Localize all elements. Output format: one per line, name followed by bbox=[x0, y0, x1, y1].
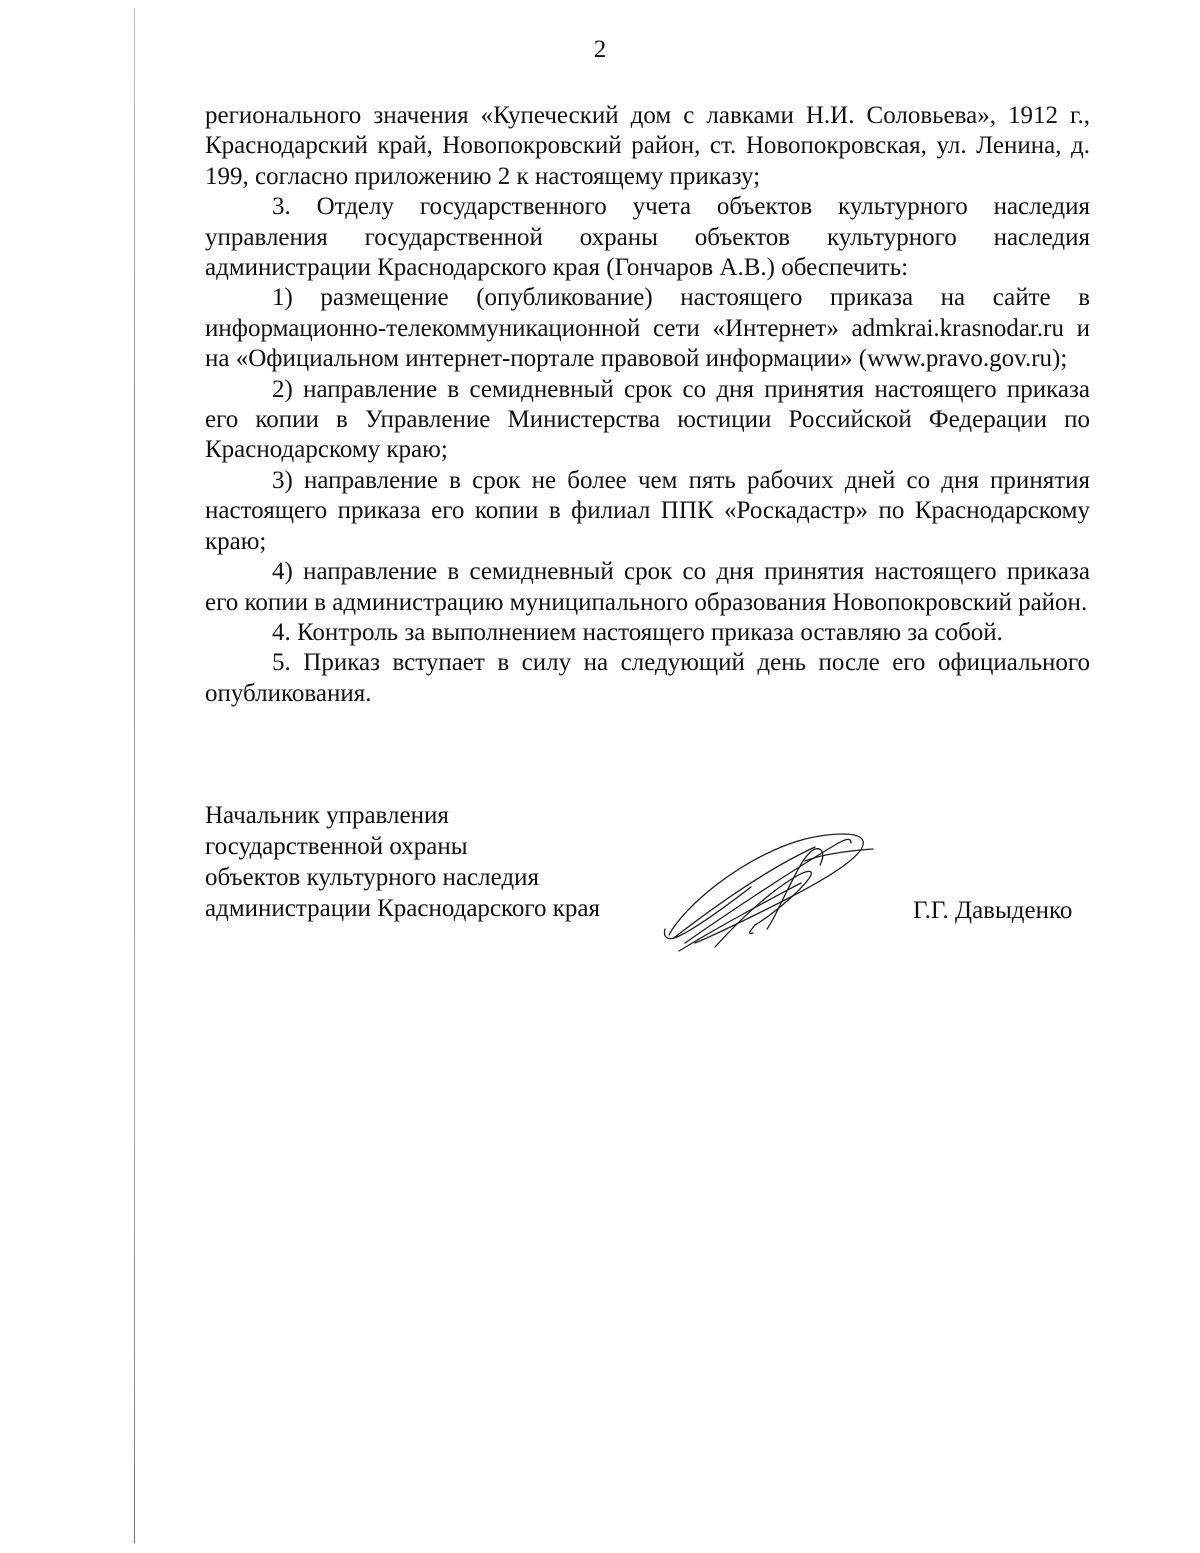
paragraph-subitem-2: 2) направление в семидневный срок со дня принятия настоящего приказа его копии в Управление Министерства юстиции Российской Федерации по Краснодарскому краю; bbox=[205, 375, 1090, 464]
handwritten-signature bbox=[655, 825, 885, 955]
signatory-name: Г.Г. Давыденко bbox=[913, 897, 1073, 924]
document-body bbox=[205, 101, 1090, 709]
paragraph-subitem-4: 4) направление в семидневный срок со дня принятия настоящего приказа его копии в администрацию муниципального образования Новопокровский район. bbox=[205, 558, 1090, 616]
signatory-position-line: Начальник управления bbox=[205, 802, 449, 829]
paragraph-item-3: 3. Отделу государственного учета объектов культурного наследия управления государственной охраны объектов культурного наследия администрации Краснодарского края (Гончаров А.В.) обеспечить: bbox=[205, 193, 1090, 282]
page-number: 2 bbox=[593, 36, 607, 63]
signatory-position-line: государственной охраны bbox=[205, 833, 468, 860]
paragraph-item-5: 5. Приказ вступает в силу на следующий день после его официального опубликования. bbox=[205, 649, 1090, 707]
paragraph-item-4: 4. Контроль за выполнением настоящего приказа оставляю за собой. bbox=[272, 618, 1003, 646]
signatory-position bbox=[205, 800, 600, 924]
paragraph-object-description: регионального значения «Купеческий дом с лавками Н.И. Соловьева», 1912 г., Краснодарский край, Новопокровский район, ст. Новопокровская, ул. Ленина, д. 199, согласно приложению 2 к настоящему приказу; bbox=[205, 102, 1090, 190]
paragraph-subitem-3: 3) направление в срок не более чем пять рабочих дней со дня принятия настоящего приказа его копии в филиал ППК «Роскадастр» по Краснодарскому краю; bbox=[205, 466, 1090, 555]
signatory-position-line: администрации Краснодарского края bbox=[205, 895, 601, 922]
signatory-position-line: объектов культурного наследия bbox=[205, 864, 539, 891]
paragraph-subitem-1: 1) размещение (опубликование) настоящего приказа на сайте в информационно-телекоммуникационной сети «Интернет» admkrai.krasnodar.ru и на «Официальном интернет-портале правовой информации» (www.pravo.gov.ru); bbox=[205, 284, 1090, 373]
scan-margin-line bbox=[134, 8, 135, 1543]
